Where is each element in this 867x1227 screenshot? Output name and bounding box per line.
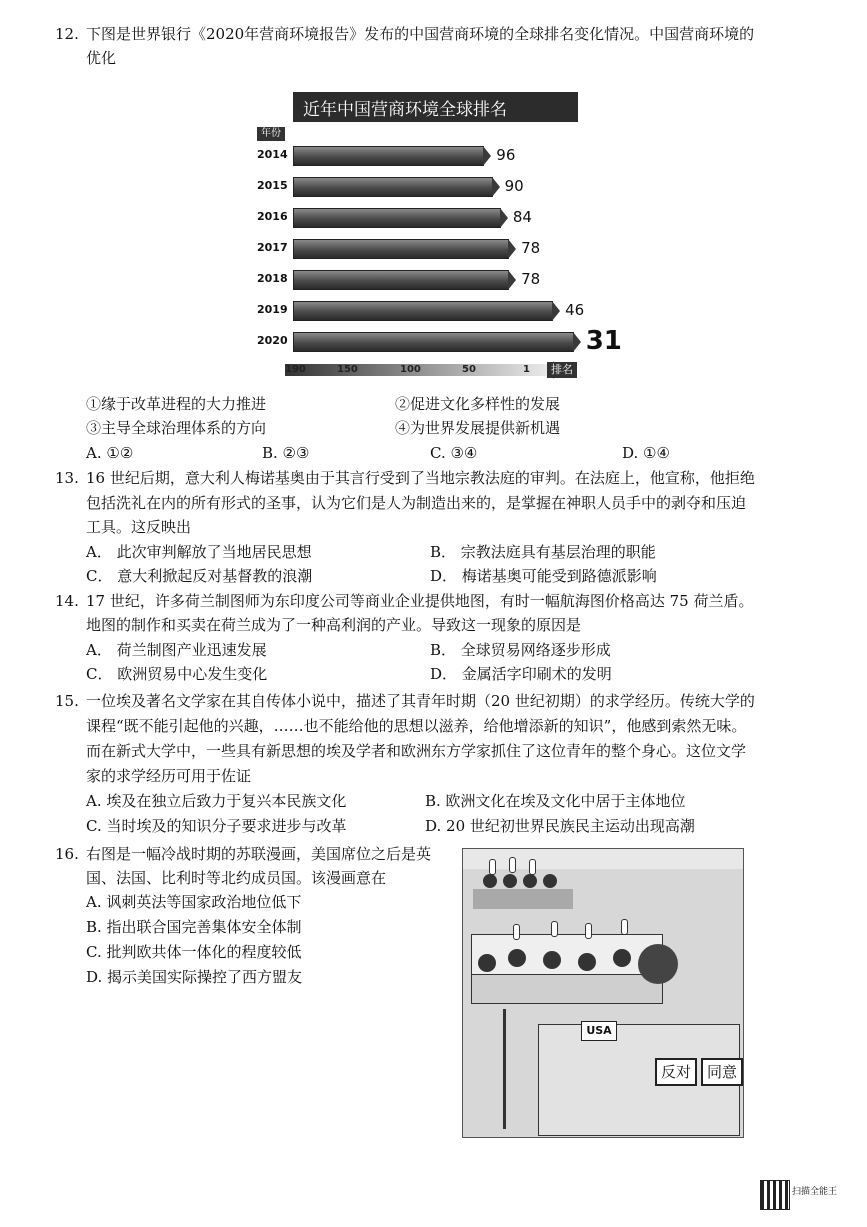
delegate-figure	[483, 874, 497, 888]
year-label-2020: 2020	[257, 334, 288, 347]
year-header: 年份	[257, 127, 285, 141]
q13-choice-b: B． 宗教法庭具有基层治理的职能	[430, 543, 656, 561]
raised-hand	[509, 857, 516, 873]
q16-choice-c: C. 批判欧共体一体化的程度较低	[86, 943, 302, 961]
delegate-desk-front	[471, 974, 663, 1004]
bar-2019	[293, 301, 553, 321]
q15-line1: 一位埃及著名文学家在其自传体小说中，描述了其青年时期（20 世纪初期）的求学经历。传统大学的	[86, 692, 755, 710]
usa-sign: USA	[581, 1021, 617, 1041]
q14-line2: 地图的制作和买卖在荷兰成为了一种高利润的产业。导致这一现象的原因是	[86, 616, 582, 634]
agree-button: 同意	[701, 1058, 743, 1086]
q14-number: 14.	[55, 592, 79, 610]
x-axis-label: 排名	[547, 362, 577, 378]
year-label-2014: 2014	[257, 148, 288, 161]
x-tick-1: 1	[523, 364, 530, 375]
raised-hand	[529, 859, 536, 875]
q12-choice-a: A. ①②	[86, 444, 134, 462]
delegate-figure	[523, 874, 537, 888]
q15-number: 15.	[55, 692, 79, 710]
q12-option-2: ②促进文化多样性的发展	[395, 395, 561, 413]
q16-line2: 国、法国、比利时等北约成员国。该漫画意在	[86, 869, 387, 887]
q14-choice-d: D． 金属活字印刷术的发明	[430, 665, 612, 683]
q12-choice-d: D. ①④	[622, 444, 670, 462]
raised-hand	[513, 924, 520, 940]
q13-choice-a: A． 此次审判解放了当地居民思想	[86, 543, 312, 561]
q14-choice-a: A． 荷兰制图产业迅速发展	[86, 641, 267, 659]
delegate-figure	[613, 949, 631, 967]
delegate-figure	[543, 951, 561, 969]
q14-choice-b: B． 全球贸易网络逐步形成	[430, 641, 611, 659]
q14-line1: 17 世纪，许多荷兰制图师为东印度公司等商业企业提供地图，有时一幅航海图价格高达 75 荷兰盾。	[86, 592, 754, 610]
year-label-2015: 2015	[257, 179, 288, 192]
value-label-2018: 78	[521, 270, 541, 288]
scanner-brand: 扫描全能王	[792, 1187, 838, 1197]
delegate-figure	[478, 954, 496, 972]
value-label-2014: 96	[496, 146, 516, 164]
delegate-figure	[543, 874, 557, 888]
q15-choice-d: D. 20 世纪初世界民族民主运动出现高潮	[425, 817, 695, 835]
value-label-2020: 31	[585, 326, 622, 356]
x-tick-190: 190	[285, 364, 306, 375]
raised-hand	[621, 919, 628, 935]
value-label-2016: 84	[512, 208, 532, 226]
value-label-2019: 46	[565, 301, 585, 319]
q14-choice-c: C． 欧洲贸易中心发生变化	[86, 665, 268, 683]
cartoon-ceiling	[463, 849, 743, 869]
q15-choice-c: C. 当时埃及的知识分子要求进步与改革	[86, 817, 347, 835]
delegate-desk-row	[471, 934, 663, 976]
q13-number: 13.	[55, 469, 79, 487]
scanner-watermark	[760, 1180, 860, 1220]
q15-line2: 课程“既不能引起他的兴趣，……也不能给他的思想以滋养，给他增添新的知识”，他感到索然无味。	[86, 717, 747, 735]
q13-line2: 包括洗礼在内的所有形式的圣事，认为它们是人为制造出来的，是掌握在神职人员手中的剥夺和压迫	[86, 494, 747, 512]
x-tick-50: 50	[462, 364, 476, 375]
q12-option-1: ①缘于改革进程的大力推进	[86, 395, 267, 413]
q12-choice-b: B. ②③	[262, 444, 310, 462]
q16-choice-b: B. 指出联合国完善集体安全体制	[86, 918, 302, 936]
q12-option-3: ③主导全球治理体系的方向	[86, 419, 267, 437]
q15-line3: 而在新式大学中，一些具有新思想的埃及学者和欧洲东方学家抓住了这位青年的整个身心。这位文学	[86, 742, 747, 760]
soviet-cartoon	[462, 848, 744, 1138]
bar-2020	[293, 332, 574, 352]
cartoon-back-row	[473, 889, 573, 909]
q13-line1: 16 世纪后期，意大利人梅诺基奥由于其言行受到了当地宗教法庭的审判。在法庭上，他宣称，他拒绝	[86, 469, 755, 487]
oppose-button: 反对	[655, 1058, 697, 1086]
delegate-figure	[578, 953, 596, 971]
q12-option-4: ④为世界发展提供新机遇	[395, 419, 561, 437]
raised-hand	[489, 859, 496, 875]
q15-choice-a: A. 埃及在独立后致力于复兴本民族文化	[86, 792, 347, 810]
year-label-2017: 2017	[257, 241, 288, 254]
bar-2016	[293, 208, 501, 228]
q16-line1: 右图是一幅冷战时期的苏联漫画，美国席位之后是英	[86, 845, 432, 863]
q16-choice-a: A. 讽刺英法等国家政治地位低下	[86, 893, 302, 911]
control-wire	[503, 1009, 506, 1129]
raised-hand	[551, 921, 558, 937]
value-label-2015: 90	[504, 177, 524, 195]
bar-2015	[293, 177, 493, 197]
usa-delegate-figure	[638, 944, 678, 984]
bar-2018	[293, 270, 509, 290]
raised-hand	[585, 923, 592, 939]
q13-choice-c: C． 意大利掀起反对基督教的浪潮	[86, 567, 313, 585]
year-label-2019: 2019	[257, 303, 288, 316]
bar-2017	[293, 239, 509, 259]
q12-number: 12.	[55, 25, 79, 43]
x-tick-150: 150	[337, 364, 358, 375]
q15-choice-b: B. 欧洲文化在埃及文化中居于主体地位	[425, 792, 686, 810]
bar-2014	[293, 146, 484, 166]
qr-code-icon	[760, 1180, 790, 1210]
delegate-figure	[508, 949, 526, 967]
q12-stem-line1: 下图是世界银行《2020年营商环境报告》发布的中国营商环境的全球排名变化情况。中国营商环境的	[86, 25, 755, 43]
delegate-figure	[503, 874, 517, 888]
q15-line4: 家的求学经历可用于佐证	[86, 767, 252, 785]
q12-choice-c: C. ③④	[430, 444, 478, 462]
year-label-2018: 2018	[257, 272, 288, 285]
ranking-chart	[255, 92, 622, 382]
x-tick-100: 100	[400, 364, 421, 375]
q13-line3: 工具。这反映出	[86, 518, 192, 536]
q16-number: 16.	[55, 845, 79, 863]
q12-stem-line2: 优化	[86, 49, 117, 67]
q16-choice-d: D. 揭示美国实际操控了西方盟友	[86, 968, 303, 986]
value-label-2017: 78	[521, 239, 541, 257]
q13-choice-d: D． 梅诺基奥可能受到路德派影响	[430, 567, 657, 585]
chart-title: 近年中国营商环境全球排名	[303, 100, 507, 120]
year-label-2016: 2016	[257, 210, 288, 223]
